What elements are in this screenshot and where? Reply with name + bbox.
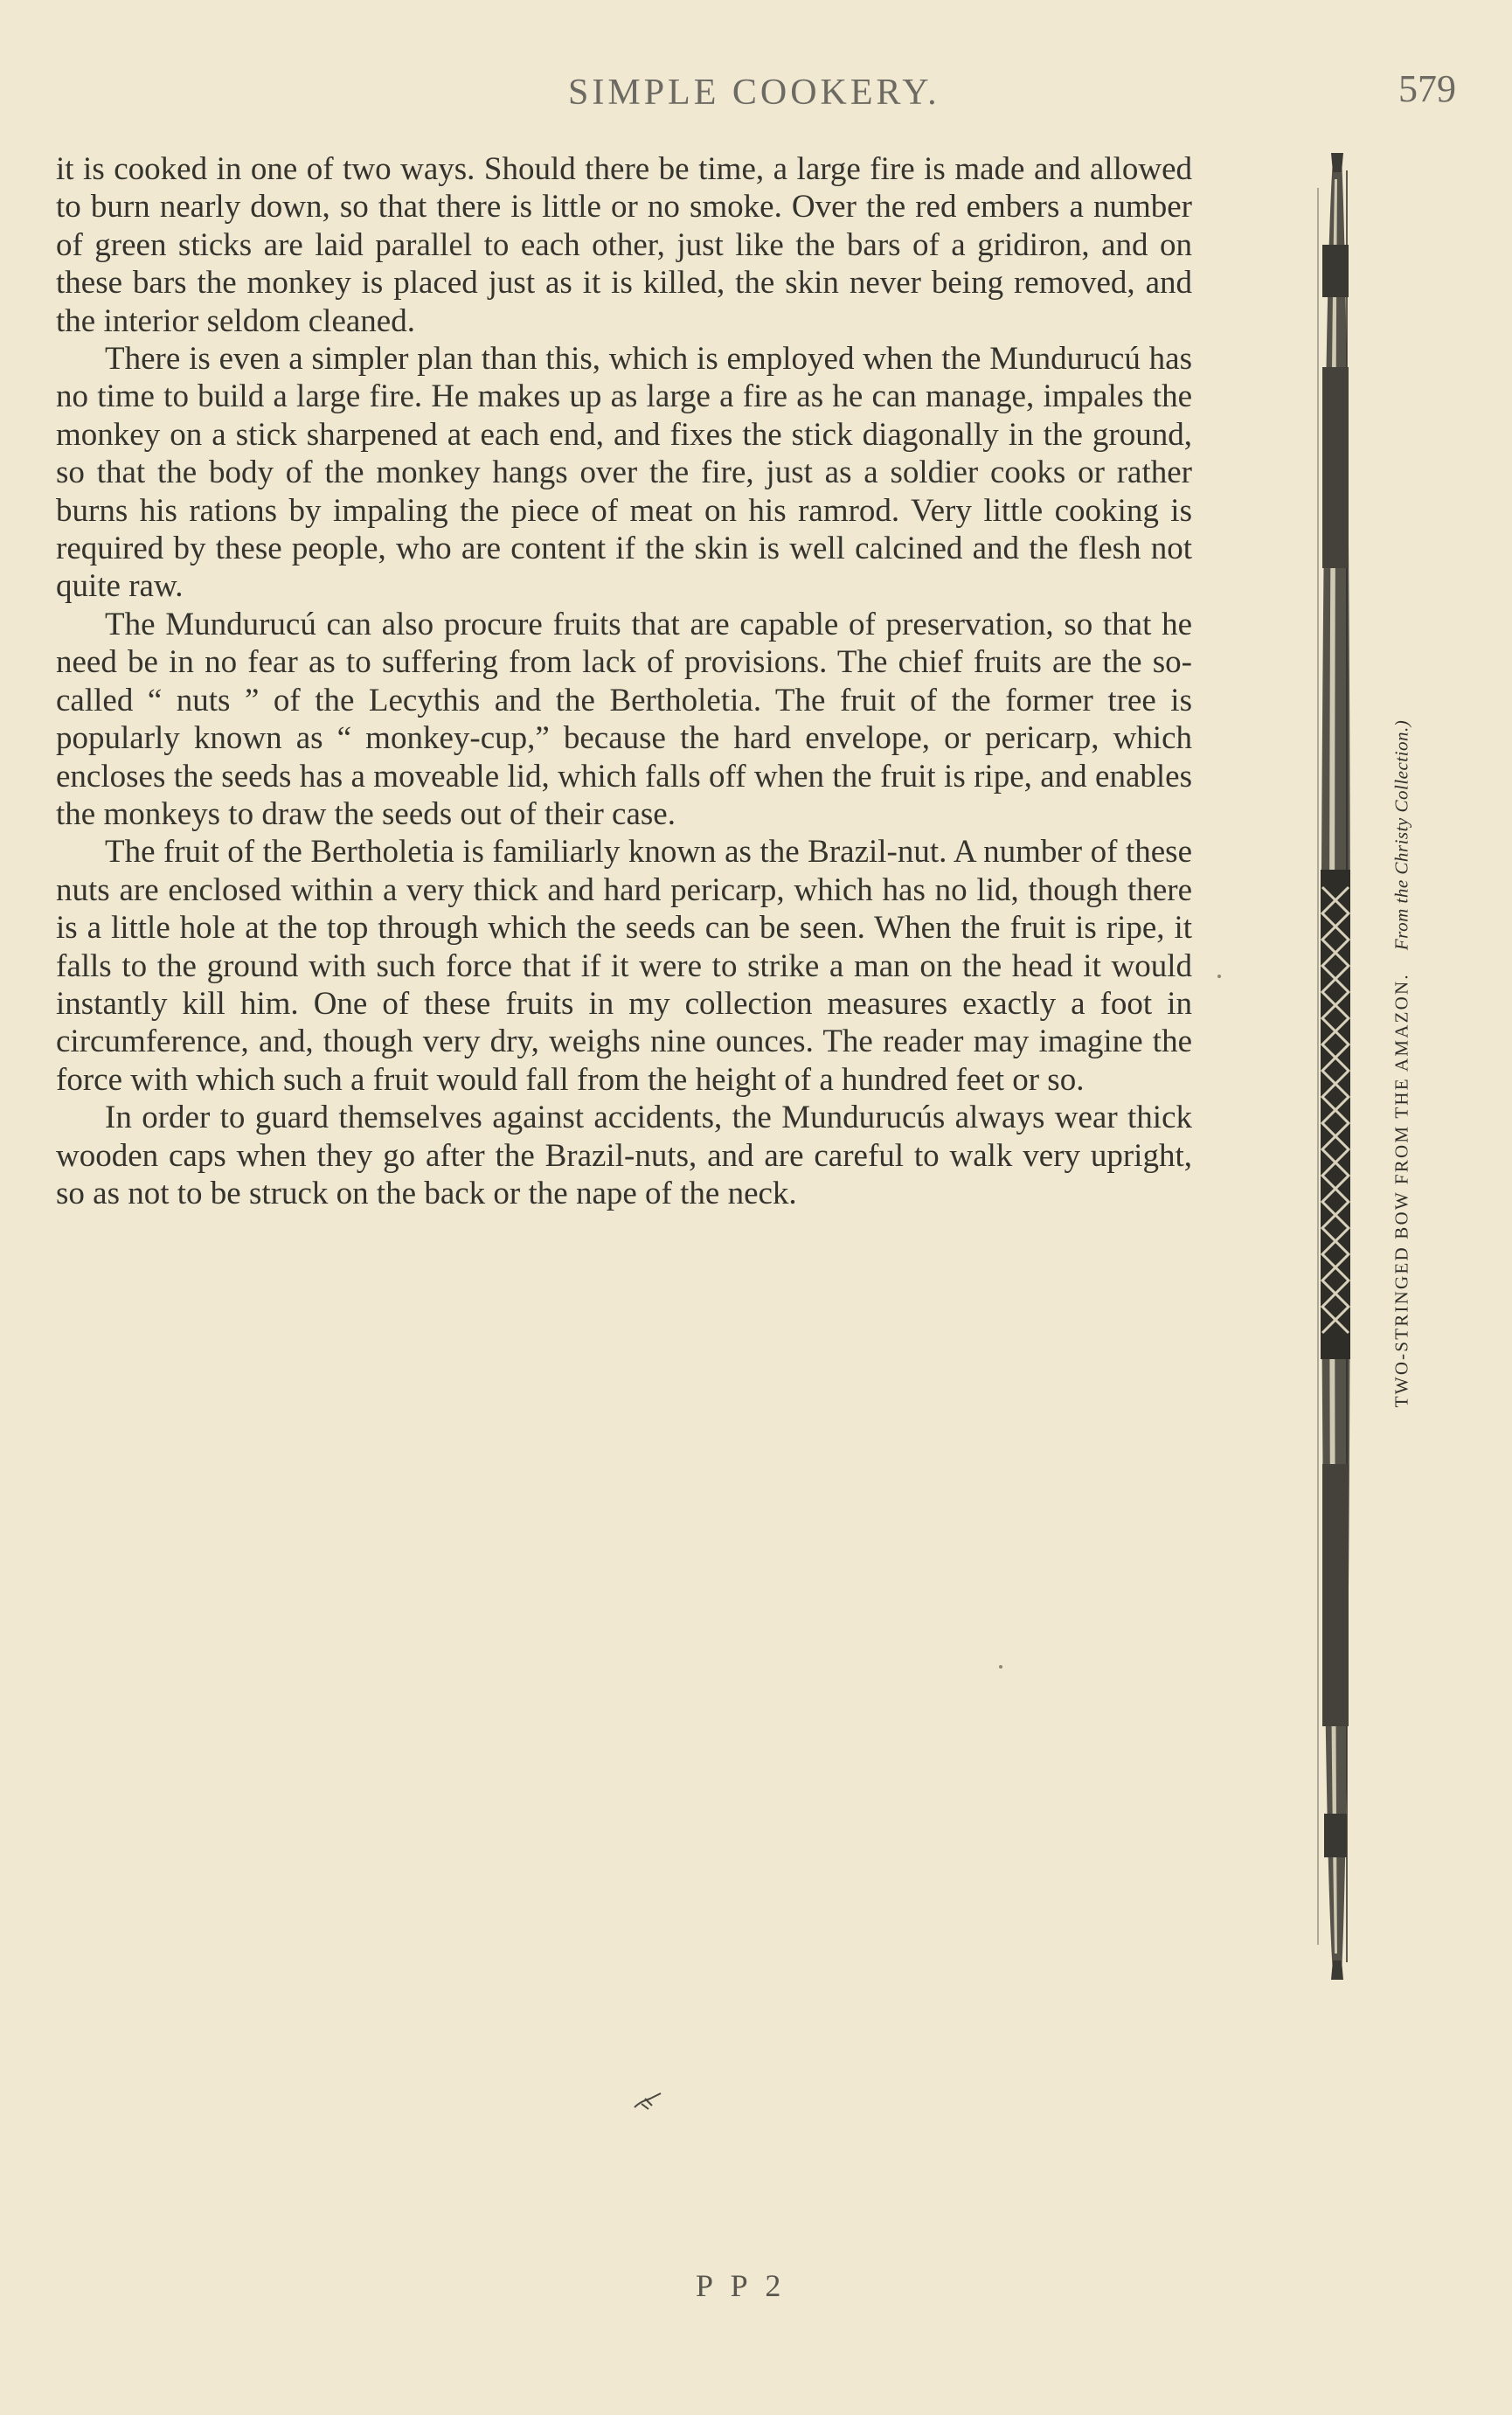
body-text — [56, 150, 1192, 1212]
paragraph: In order to guard themselves against accidents, the Mundurucús always wear thick wooden caps when they go after the Brazil-nuts, and are careful to walk very upright, so as not to be struck on the back or the nape of the neck. — [56, 1100, 1192, 1211]
caption-text — [1391, 720, 1413, 1407]
bow-illustration — [1307, 153, 1359, 1980]
running-title: SIMPLE COOKERY. — [568, 73, 940, 113]
paragraph: There is even a simpler plan than this, which is employed when the Mundurucú has no time to build a large fire. He makes up as large a fire as he can manage, impales the monkey on a stick sharpened at each end, and fixes the stick diagonally in the ground, so that the body of the monkey hangs over the fire, just as a soldier cooks or rather burns his rations by impaling the piece of meat on his ramrod. Very little cooking is required by these people, who are content if the skin is well calcined and the flesh not quite raw. — [56, 341, 1192, 605]
caption-source: From the Christy Collection.) — [1391, 719, 1412, 951]
paper-speck — [999, 1665, 1002, 1669]
caption-title: TWO-STRINGED BOW FROM THE AMAZON. — [1391, 973, 1412, 1408]
ink-mark — [633, 2092, 662, 2111]
paragraph: The Mundurucú can also procure fruits that are capable of preservation, so that he need be in no fear as to suffering from lack of provisions. The chief fruits are the so-called “ nuts ” of the Lecythis and the Bertholetia. The fruit of the former tree is popularly known as “ monkey-cup,” because the hard envelope, or pericarp, which encloses the seeds has a moveable lid, which falls off when the fruit is ripe, and enables the monkeys to draw the seeds out of their case. — [56, 606, 1192, 832]
running-head — [0, 66, 1512, 119]
figure-caption — [1372, 631, 1432, 1496]
signature-mark: P P 2 — [696, 2268, 787, 2303]
paragraph: The fruit of the Bertholetia is familiarly known as the Brazil-nut. A number of these nuts are enclosed within a very thick and hard pericarp, which has no lid, though there is a little hole at the top through which the seeds can be seen. When the fruit is ripe, it falls to the ground with such force that if it were to strike a man on the head it would instantly kill him. One of these fruits in my collection measures exactly a foot in circumference, and, though very dry, weighs nine ounces. The reader may imagine the force with which such a fruit would fall from the height of a hundred feet or so. — [56, 834, 1192, 1098]
page-number: 579 — [1398, 67, 1456, 110]
paragraph: it is cooked in one of two ways. Should there be time, a large fire is made and allowed to burn nearly down, so that there is little or no smoke. Over the red embers a number of green sticks are laid parallel to each other, just like the bars of a gridiron, and on these bars the monkey is placed just as it is killed, the skin never being removed, and the interior seldom cleaned. — [56, 151, 1192, 339]
paper-speck — [1217, 975, 1221, 978]
